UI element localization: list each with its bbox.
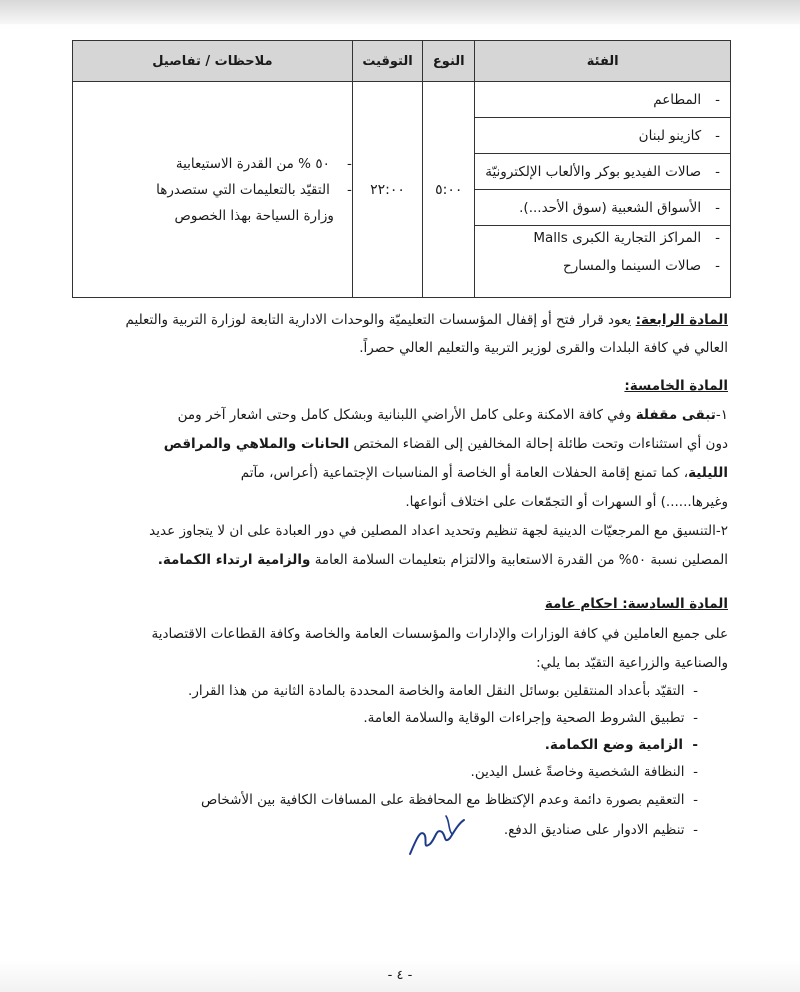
article4-text: يعود قرار فتح أو إقفال المؤسسات التعليميّة والوحدات الادارية التابعة لوزارة التربية والتعليم <box>125 312 632 328</box>
list-item <box>545 737 698 753</box>
list-item <box>188 683 698 699</box>
article6-intro2: والصناعية والزراعية التقيّد بما يلي: <box>536 655 728 671</box>
restrictions-table <box>72 40 731 298</box>
article5-item2-line2 <box>68 552 728 568</box>
list-text: التقيّد بأعداد المنتقلين بوسائل النقل العامة والخاصة المحددة بالمادة الثانية من هذا القرار. <box>188 683 685 699</box>
article5-item1-line2 <box>68 436 728 452</box>
dash: - <box>693 710 698 726</box>
item-number: ٢- <box>715 523 728 539</box>
note-line: وزارة السياحة بهذا الخصوص <box>174 207 334 224</box>
list-item: -كازينو لبنان <box>475 118 730 154</box>
article4-line2: العالي في كافة البلدات والقرى لوزير التربية والتعليم العالي حصراً. <box>359 340 728 356</box>
article5-item1-line1 <box>68 407 728 423</box>
bold-text: الليلية <box>688 465 728 481</box>
body-text: التنسيق مع المرجعيّات الدينية لجهة تنظيم وتحديد اعداد المصلين في دور العبادة على ان لا يتجاوز عديد <box>149 523 716 539</box>
body-text: وفي كافة الامكنة وعلى كامل الأراضي اللبنانية وبشكل كامل وحتى اشعار آخر ومن <box>177 407 636 423</box>
note-line: - التقيّد بالتعليمات التي ستصدرها <box>156 181 352 198</box>
article4-line1 <box>68 312 728 328</box>
dash: - <box>693 764 698 780</box>
header-category: الفئة <box>475 41 731 82</box>
item-number: ١- <box>715 407 728 423</box>
list-item <box>504 822 698 838</box>
time-cell: ٢٢:٠٠ <box>352 82 422 298</box>
list-text: تنظيم الادوار على صناديق الدفع. <box>503 822 685 838</box>
body-text: دون أي استثناءات وتحت طائلة إحالة المخالفين إلى القضاء المختص <box>349 436 728 452</box>
list-text: الزامية وضع الكمامة. <box>544 737 683 753</box>
table-row <box>73 82 731 298</box>
article5-heading: المادة الخامسة: <box>624 378 728 394</box>
notes-cell <box>73 82 353 298</box>
dash: - <box>693 822 698 838</box>
list-text: النظافة الشخصية وخاصةً غسل اليدين. <box>470 764 685 780</box>
bold-text: والزامية ارتداء الكمامة. <box>157 552 311 568</box>
header-type: النوع <box>423 41 475 82</box>
list-item: -المطاعم <box>475 82 730 118</box>
scan-edge <box>0 0 800 24</box>
dash: - <box>692 737 698 753</box>
article5-item2-line1 <box>68 523 728 539</box>
article4-heading: المادة الرابعة: <box>635 312 728 328</box>
page-number: - ٤ - <box>387 968 413 983</box>
article6-heading: المادة السادسة: احكام عامة <box>544 596 728 612</box>
article5-item1-line3 <box>68 465 728 481</box>
table-header-row <box>73 41 731 82</box>
body-text: ، كما تمنع إقامة الحفلات العامة أو الخاصة أو المناسبات الإجتماعية (أعراس، مآتم <box>240 465 689 481</box>
bold-text: الحانات والملاهي والمراقص <box>163 436 350 452</box>
bold-text: تبقى مقفلة <box>635 407 716 423</box>
article5-item1-line4: وغيرها......) أو السهرات أو التجمّعات على اختلاف أنواعها. <box>405 494 728 510</box>
header-time: التوقيت <box>352 41 422 82</box>
list-item: -صالات السينما والمسارح <box>563 258 720 274</box>
list-item: -المراكز التجارية الكبرى Malls <box>533 230 720 246</box>
dash: - <box>693 683 698 699</box>
note-line: - ٥٠ % من القدرة الاستيعابية <box>175 155 352 172</box>
list-item: -الأسواق الشعبية (سوق الأحد...). <box>475 190 730 226</box>
body-text: المصلين نسبة ٥٠% من القدرة الاستعابية والالتزام بتعليمات السلامة العامة <box>310 552 728 568</box>
header-notes: ملاحظات / تفاصيل <box>73 41 353 82</box>
list-item <box>363 710 698 726</box>
category-cell <box>475 82 731 298</box>
list-item <box>201 792 698 808</box>
list-text: التعقيم بصورة دائمة وعدم الإكتظاظ مع المحافظة على المسافات الكافية بين الأشخاص <box>200 792 685 808</box>
type-cell: ٥:٠٠ <box>423 82 475 298</box>
list-item: -صالات الفيديو بوكر والألعاب الإلكترونيّة <box>475 154 730 190</box>
list-item <box>471 764 698 780</box>
article6-intro1: على جميع العاملين في كافة الوزارات والإدارات والمؤسسات العامة والخاصة وكافة القطاعات الاقتصادية <box>151 626 728 642</box>
list-text: تطبيق الشروط الصحية وإجراءات الوقاية والسلامة العامة. <box>363 710 685 726</box>
dash: - <box>693 792 698 808</box>
signature-mark <box>402 810 472 860</box>
